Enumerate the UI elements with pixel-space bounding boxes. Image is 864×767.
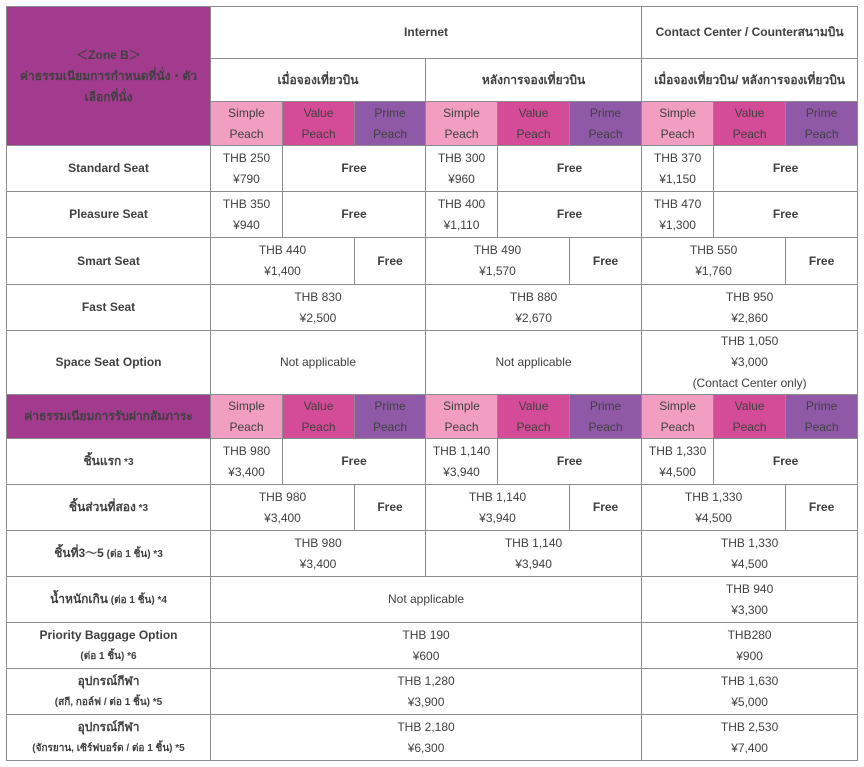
booking-header: เมื่อจองเที่ยวบิน bbox=[211, 59, 426, 102]
free-cell: Free bbox=[283, 439, 426, 485]
price-cell: THB 1,050 ¥3,000 (Contact Center only) bbox=[642, 331, 858, 395]
row-label: น้ำหนักเกิน (ต่อ 1 ชิ้น) *4 bbox=[7, 577, 211, 623]
price-cell: THB 2,530 ¥7,400 bbox=[642, 715, 858, 761]
fare-simple: Simple Peach bbox=[642, 102, 714, 146]
table-row bbox=[7, 285, 858, 331]
price-cell: THB 830 ¥2,500 bbox=[211, 285, 426, 331]
table-row bbox=[7, 238, 858, 285]
row-label: ชิ้นส่วนที่สอง *3 bbox=[7, 485, 211, 531]
fare-value: Value Peach bbox=[283, 102, 355, 146]
free-cell: Free bbox=[283, 146, 426, 192]
after-booking-header: หลังการจองเที่ยวบิน bbox=[426, 59, 642, 102]
free-cell: Free bbox=[714, 439, 858, 485]
row-label: ชิ้นแรก *3 bbox=[7, 439, 211, 485]
fare-simple: Simple Peach bbox=[642, 395, 714, 439]
price-cell: THB 250 ¥790 bbox=[211, 146, 283, 192]
free-cell: Free bbox=[714, 146, 858, 192]
price-cell: THB 490 ¥1,570 bbox=[426, 238, 570, 285]
price-cell: THB 1,330 ¥4,500 bbox=[642, 485, 786, 531]
table-row bbox=[7, 577, 858, 623]
fare-value: Value Peach bbox=[498, 395, 570, 439]
na-cell: Not applicable bbox=[426, 331, 642, 395]
zone-header bbox=[7, 7, 211, 146]
na-cell: Not applicable bbox=[211, 331, 426, 395]
free-cell: Free bbox=[283, 192, 426, 238]
internet-header: Internet bbox=[211, 7, 642, 59]
free-cell: Free bbox=[498, 439, 642, 485]
free-cell: Free bbox=[498, 146, 642, 192]
price-cell: THB 1,140 ¥3,940 bbox=[426, 439, 498, 485]
price-cell: THB 440 ¥1,400 bbox=[211, 238, 355, 285]
row-label: ชิ้นที่3～5 (ต่อ 1 ชิ้น) *3 bbox=[7, 531, 211, 577]
zone-title: ค่าธรรมเนียมการกำหนดที่นั่ง・ตัวเลือกที่นั่ง bbox=[19, 68, 197, 104]
fare-value: Value Peach bbox=[283, 395, 355, 439]
row-label: Smart Seat bbox=[7, 238, 211, 285]
table-row bbox=[7, 715, 858, 761]
fare-value: Value Peach bbox=[714, 102, 786, 146]
free-cell: Free bbox=[570, 485, 642, 531]
price-cell: THB 470 ¥1,300 bbox=[642, 192, 714, 238]
table-row bbox=[7, 331, 858, 395]
row-label: Standard Seat bbox=[7, 146, 211, 192]
price-cell: THB 300 ¥960 bbox=[426, 146, 498, 192]
table-row bbox=[7, 439, 858, 485]
table-row bbox=[7, 623, 858, 669]
price-cell: THB 350 ¥940 bbox=[211, 192, 283, 238]
price-cell: THB 940 ¥3,300 bbox=[642, 577, 858, 623]
free-cell: Free bbox=[786, 485, 858, 531]
free-cell: Free bbox=[355, 485, 426, 531]
free-cell: Free bbox=[714, 192, 858, 238]
fare-prime: Prime Peach bbox=[355, 395, 426, 439]
fare-prime: Prime Peach bbox=[786, 102, 858, 146]
free-cell: Free bbox=[355, 238, 426, 285]
price-cell: THB 370 ¥1,150 bbox=[642, 146, 714, 192]
table-row bbox=[7, 669, 858, 715]
price-cell: THB 550 ¥1,760 bbox=[642, 238, 786, 285]
free-cell: Free bbox=[498, 192, 642, 238]
price-cell: THB 2,180 ¥6,300 bbox=[211, 715, 642, 761]
table-row bbox=[7, 531, 858, 577]
fee-table bbox=[6, 6, 858, 761]
price-cell: THB280 ¥900 bbox=[642, 623, 858, 669]
row-label: อุปกรณ์กีฬา (จักรยาน, เซิร์ฟบอร์ด / ต่อ 1 ชิ้น) *5 bbox=[7, 715, 211, 761]
price-cell: THB 190 ¥600 bbox=[211, 623, 642, 669]
table-row bbox=[7, 485, 858, 531]
fare-simple: Simple Peach bbox=[426, 395, 498, 439]
fare-prime: Prime Peach bbox=[570, 395, 642, 439]
price-cell: THB 980 ¥3,400 bbox=[211, 439, 283, 485]
row-label: อุปกรณ์กีฬา (สกี, กอล์ฟ / ต่อ 1 ชิ้น) *5 bbox=[7, 669, 211, 715]
fare-value: Value Peach bbox=[714, 395, 786, 439]
price-cell: THB 950 ¥2,860 bbox=[642, 285, 858, 331]
na-cell: Not applicable bbox=[211, 577, 642, 623]
table-row bbox=[7, 192, 858, 238]
price-cell: THB 1,630 ¥5,000 bbox=[642, 669, 858, 715]
free-cell: Free bbox=[786, 238, 858, 285]
price-cell: THB 980 ¥3,400 bbox=[211, 485, 355, 531]
both-header: เมื่อจองเที่ยวบิน/ หลังการจองเที่ยวบิน bbox=[642, 59, 858, 102]
fare-simple: Simple Peach bbox=[426, 102, 498, 146]
row-label: Pleasure Seat bbox=[7, 192, 211, 238]
fare-prime: Prime Peach bbox=[355, 102, 426, 146]
price-cell: THB 400 ¥1,110 bbox=[426, 192, 498, 238]
fare-prime: Prime Peach bbox=[786, 395, 858, 439]
price-cell: THB 1,330 ¥4,500 bbox=[642, 531, 858, 577]
fare-prime: Prime Peach bbox=[570, 102, 642, 146]
price-cell: THB 1,330 ¥4,500 bbox=[642, 439, 714, 485]
contact-header: Contact Center / Counterสนามบิน bbox=[642, 7, 858, 59]
free-cell: Free bbox=[570, 238, 642, 285]
price-cell: THB 1,140 ¥3,940 bbox=[426, 531, 642, 577]
baggage-section-title: ค่าธรรมเนียมการรับฝากสัมภาระ bbox=[7, 395, 211, 439]
price-cell: THB 980 ¥3,400 bbox=[211, 531, 426, 577]
fare-simple: Simple Peach bbox=[211, 395, 283, 439]
price-cell: THB 1,280 ¥3,900 bbox=[211, 669, 642, 715]
fare-simple: Simple Peach bbox=[211, 102, 283, 146]
price-cell: THB 880 ¥2,670 bbox=[426, 285, 642, 331]
table-row bbox=[7, 146, 858, 192]
row-label: Space Seat Option bbox=[7, 331, 211, 395]
row-label: Priority Baggage Option (ต่อ 1 ชิ้น) *6 bbox=[7, 623, 211, 669]
fare-value: Value Peach bbox=[498, 102, 570, 146]
zone-label: ＜Zone B＞ bbox=[76, 47, 141, 62]
price-cell: THB 1,140 ¥3,940 bbox=[426, 485, 570, 531]
row-label: Fast Seat bbox=[7, 285, 211, 331]
